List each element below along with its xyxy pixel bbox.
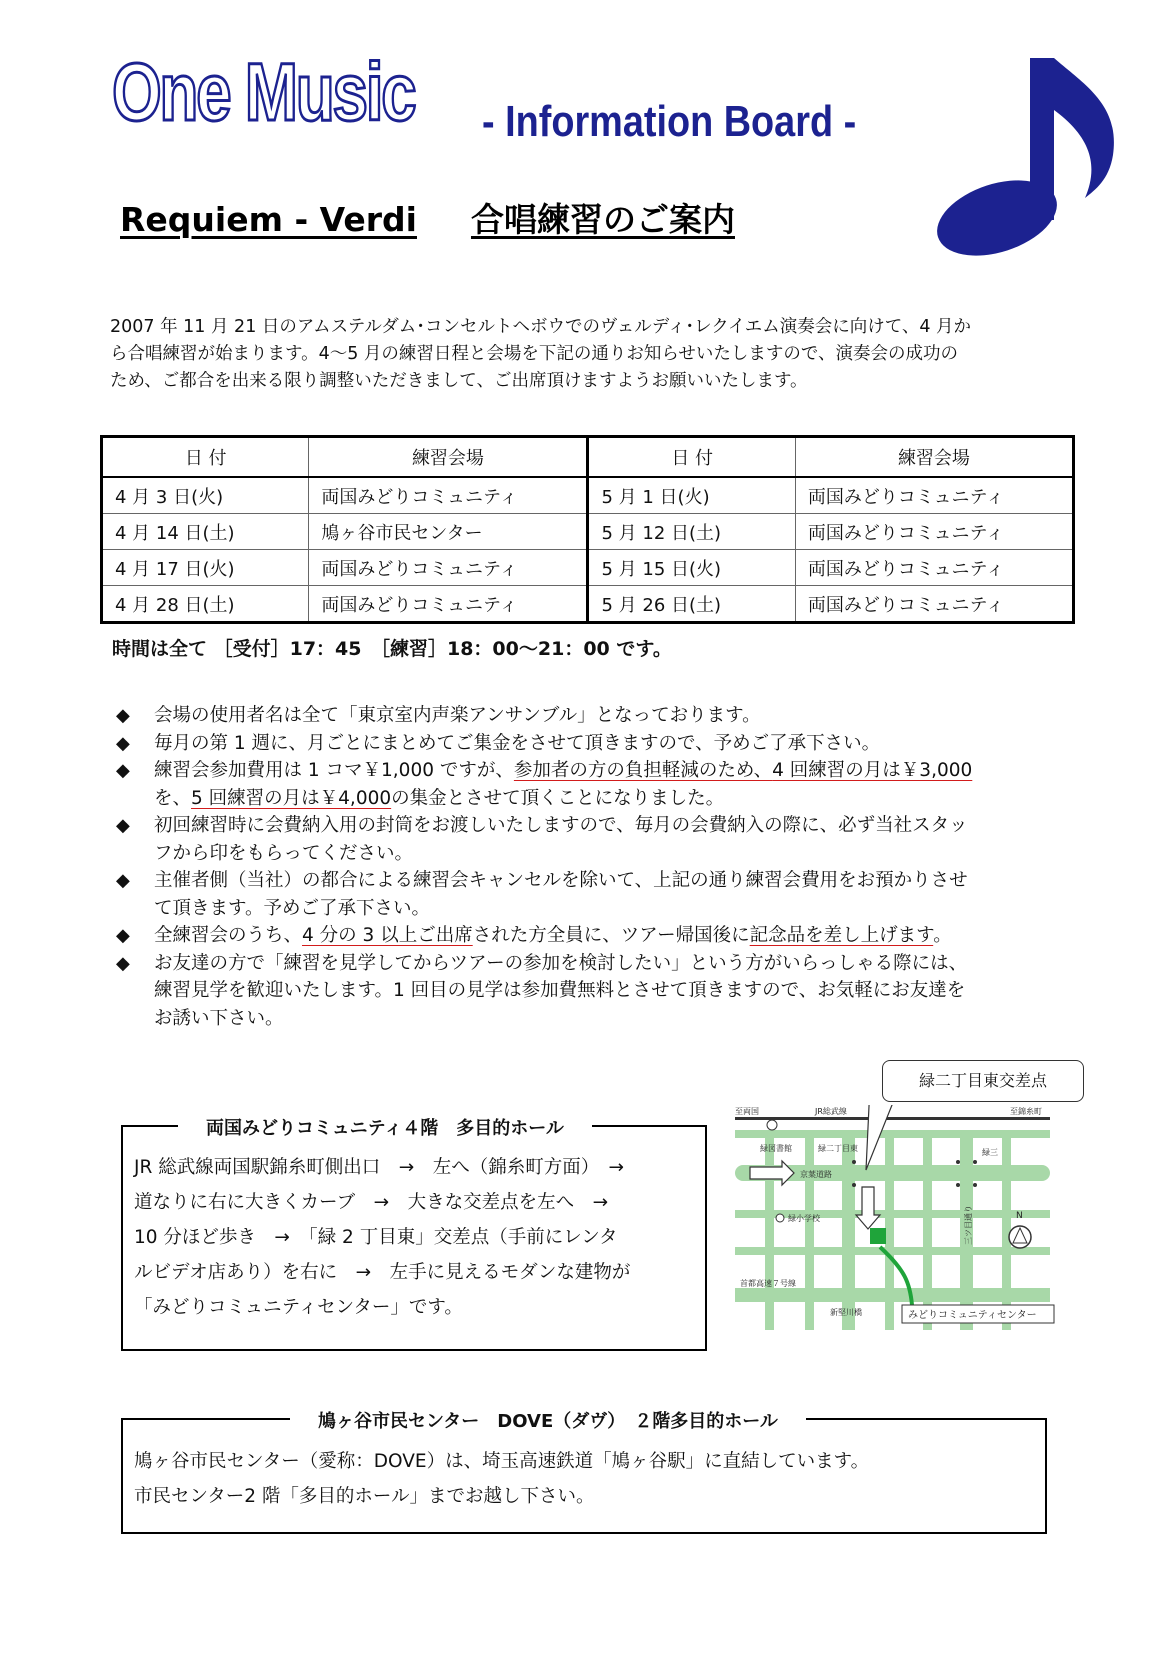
table-header-row	[102, 437, 1074, 478]
map-label-center: みどりコミュニティセンター	[908, 1310, 1037, 1321]
map-label: 緑小学校	[788, 1214, 820, 1223]
direction-line: 道なりに右に大きくカーブ → 大きな交差点を左へ →	[134, 1192, 609, 1213]
list-item: ◆ 練習会参加費用は 1 コマ￥1,000 ですが、参加者の方の負担軽減のため、4 回練習の月は￥3,000 を、5 回練習の月は￥4,000の集金とさせて頂くことになりました。	[110, 757, 1070, 812]
diamond-bullet-icon: ◆	[116, 952, 130, 974]
cell-date: 5 月 15 日(火)	[588, 550, 795, 586]
map-callout: 緑二丁目東交差点	[882, 1060, 1084, 1102]
intro-line: 2007 年 11 月 21 日のアムステルダム･コンセルトヘボウでのヴェルディ･レクイエム演奏会に向けて、4 月か	[110, 317, 972, 337]
schedule-table	[100, 435, 1075, 624]
diamond-bullet-icon: ◆	[116, 760, 130, 781]
cell-date: 5 月 1 日(火)	[588, 477, 795, 514]
diamond-bullet-icon: ◆	[116, 925, 130, 946]
music-note-icon	[935, 50, 1125, 260]
cell-venue: 両国みどりコミュニティ	[309, 477, 588, 514]
list-item: ◆ 会場の使用者名は全て「東京室内声楽アンサンブル」となっております。	[110, 702, 1070, 730]
table-row	[102, 550, 1074, 586]
notice-list	[110, 702, 1070, 1032]
map-label: 緑図書館	[760, 1144, 792, 1153]
map-label: 緑二丁目東	[818, 1144, 858, 1153]
description-line: 鳩ヶ谷市民センター（愛称：DOVE）は、埼玉高速鉄道「鳩ヶ谷駅」に直結しています。	[134, 1451, 870, 1472]
venue-ryogoku-title: 両国みどりコミュニティ４階 多目的ホール	[178, 1114, 592, 1140]
direction-line: ルビデオ店あり）を右に → 左手に見えるモダンな建物が	[134, 1262, 631, 1283]
diamond-bullet-icon: ◆	[116, 870, 130, 891]
cell-date: 4 月 17 日(火)	[102, 550, 309, 586]
jr-line	[735, 1117, 1050, 1120]
map-label: 三ツ目通り	[964, 1205, 973, 1245]
map-label: 新堅川橋	[830, 1308, 862, 1317]
road	[765, 1130, 774, 1330]
intro-line: ため、ご都合を出来る限り調整いただきまして、ご出席頂けますようお願いいたします。	[110, 371, 808, 391]
table-row	[102, 586, 1074, 623]
cell-venue: 両国みどりコミュニティ	[309, 586, 588, 623]
cell-venue: 両国みどりコミュニティ	[309, 550, 588, 586]
road	[805, 1130, 814, 1330]
map-label: JR総武線	[815, 1107, 847, 1116]
building-marker	[870, 1228, 886, 1244]
school-icon	[776, 1214, 784, 1222]
map-label: 至両国	[735, 1107, 759, 1116]
library-icon	[767, 1120, 777, 1130]
page-title	[120, 200, 735, 240]
header-date: 日 付	[588, 437, 795, 478]
cell-date: 4 月 28 日(土)	[102, 586, 309, 623]
cell-date: 4 月 3 日(火)	[102, 477, 309, 514]
list-item: ◆ お友達の方で「練習を見学してからツアーの参加を検討したい」という方がいらっしゃる際には、 練習見学を歓迎いたします。1 回目の見学は参加費無料とさせて頂きますので、お気軽にお友達を お誘い下さい。	[110, 950, 1070, 1033]
map-label: 首都高速７号線	[740, 1279, 796, 1288]
cell-venue: 両国みどりコミュニティ	[795, 514, 1073, 550]
times-note: 時間は全て ［受付］17：45 ［練習］18：00～21：00 です。	[112, 638, 672, 660]
list-item: ◆ 毎月の第 1 週に、月ごとにまとめてご集金をさせて頂きますので、予めご了承下さい。	[110, 730, 1070, 758]
cell-venue: 鳩ヶ谷市民センター	[309, 514, 588, 550]
road	[923, 1130, 932, 1330]
description-line: 市民センター2 階「多目的ホール」までお越し下さい。	[134, 1486, 595, 1507]
venue-hatogaya-description	[134, 1444, 869, 1514]
venue-hatogaya-title: 鳩ヶ谷市民センター DOVE（ダヴ） ２階多目的ホール	[290, 1407, 806, 1433]
cell-date: 4 月 14 日(土)	[102, 514, 309, 550]
header-venue: 練習会場	[795, 437, 1073, 478]
diamond-bullet-icon: ◆	[116, 815, 130, 836]
intro-line: ら合唱練習が始まります。4～5 月の練習日程と会場を下記の通りお知らせいたしますので、演奏会の成功の	[110, 344, 959, 364]
page-subtitle: - Information Board -	[482, 97, 857, 146]
road	[885, 1130, 894, 1330]
arrow-down-icon	[856, 1187, 880, 1229]
map-label: 京葉道路	[800, 1170, 832, 1179]
map-label: N	[1016, 1211, 1023, 1221]
venue-ryogoku-directions	[134, 1150, 630, 1325]
direction-line: 「みどりコミュニティセンター」です。	[134, 1297, 463, 1318]
logo-text: One Music	[112, 47, 415, 138]
cell-venue: 両国みどりコミュニティ	[795, 550, 1073, 586]
title-left: Requiem - Verdi	[120, 200, 417, 239]
list-item: ◆ 初回練習時に会費納入用の封筒をお渡しいたしますので、毎月の会費納入の際に、必ず当社スタッ フから印をもらってください。	[110, 812, 1070, 867]
cell-date: 5 月 12 日(土)	[588, 514, 795, 550]
road	[1002, 1130, 1011, 1330]
cell-venue: 両国みどりコミュニティ	[795, 477, 1073, 514]
road	[842, 1130, 855, 1330]
table-row	[102, 514, 1074, 550]
diamond-bullet-icon: ◆	[116, 705, 130, 726]
cell-venue: 両国みどりコミュニティ	[795, 586, 1073, 623]
access-map	[730, 1105, 1060, 1340]
list-item: ◆ 全練習会のうち、4 分の 3 以上ご出席された方全員に、ツアー帰国後に記念品を差し上げます。	[110, 922, 1070, 950]
direction-line: JR 総武線両国駅錦糸町側出口 → 左へ（錦糸町方面） →	[134, 1157, 624, 1178]
table-row	[102, 477, 1074, 514]
title-right: 合唱練習のご案内	[470, 200, 735, 239]
list-item: ◆ 主催者側（当社）の都合による練習会キャンセルを除いて、上記の通り練習会費用をお預かりさせ て頂きます。予めご了承下さい。	[110, 867, 1070, 922]
cell-date: 5 月 26 日(土)	[588, 586, 795, 623]
map-label: 至錦糸町	[1010, 1107, 1042, 1116]
diamond-bullet-icon: ◆	[116, 732, 130, 754]
map-label: 緑三	[982, 1148, 998, 1157]
header-date: 日 付	[102, 437, 309, 478]
direction-line: 10 分ほど歩き → 「緑 2 丁目東」交差点（手前にレンタ	[134, 1227, 618, 1248]
header-venue: 練習会場	[309, 437, 588, 478]
intro-paragraph	[110, 314, 1060, 395]
